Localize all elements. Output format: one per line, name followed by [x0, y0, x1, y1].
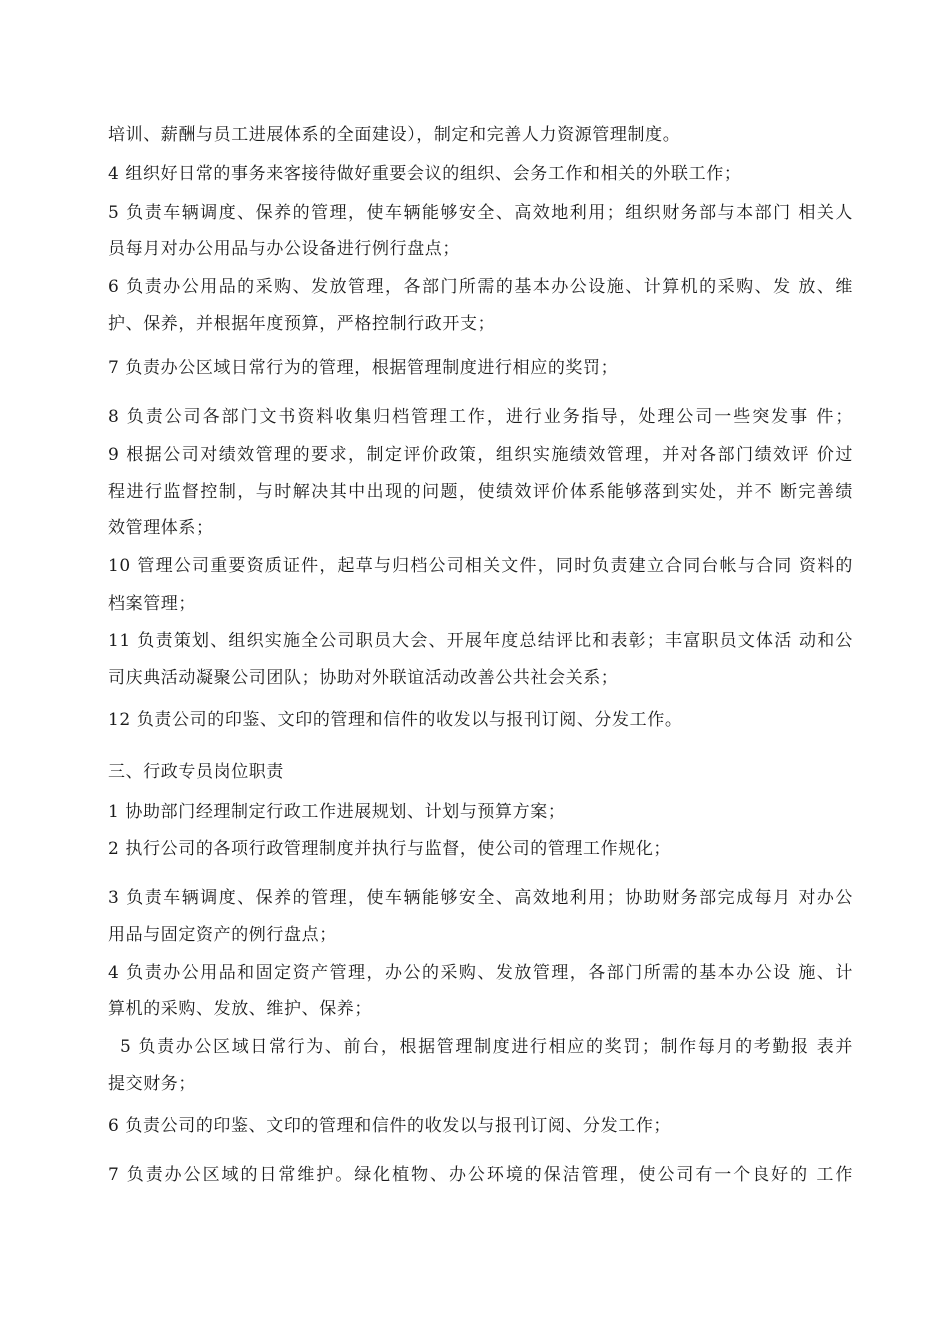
text-line: 1 协助部门经理制定行政工作进展规划、计划与预算方案； [108, 802, 566, 822]
text-line: 4 组织好日常的事务来客接待做好重要会议的组织、会务工作和相关的外联工作； [108, 164, 742, 184]
text-line: 10 管理公司重要资质证件，起草与归档公司相关文件，同时负责建立合同台帐与合同 资料的 [108, 556, 853, 576]
text-line: 培训、薪酬与员工进展体系的全面建设），制定和完善人力资源管理制度。 [108, 125, 681, 145]
text-line: 8 负责公司各部门文书资料收集归档管理工作，进行业务指导，处理公司一些突发事 件； [108, 407, 853, 427]
section-heading: 三、行政专员岗位职责 [108, 762, 284, 782]
text-line: 11 负责策划、组织实施全公司职员大会、开展年度总结评比和表彰；丰富职员文体活 动和公 [108, 631, 853, 651]
text-line: 6 负责公司的印鉴、文印的管理和信件的收发以与报刊订阅、分发工作； [108, 1116, 672, 1136]
text-line: 7 负责办公区域日常行为的管理，根据管理制度进行相应的奖罚； [108, 358, 619, 378]
text-line: 用品与固定资产的例行盘点； [108, 925, 337, 945]
text-line: 5 负责车辆调度、保养的管理，使车辆能够安全、高效地利用；组织财务部与本部门 相关人 [108, 203, 853, 223]
text-line: 5 负责办公区域日常行为、前台，根据管理制度进行相应的奖罚；制作每月的考勤报 表并 [120, 1037, 853, 1057]
text-line: 2 执行公司的各项行政管理制度并执行与监督，使公司的管理工作规化； [108, 839, 672, 859]
text-line: 提交财务； [108, 1074, 196, 1094]
text-line: 4 负责办公用品和固定资产管理，办公的采购、发放管理，各部门所需的基本办公设 施、计 [108, 963, 853, 983]
text-line: 程进行监督控制，与时解决其中出现的问题，使绩效评价体系能够落到实处，并不 断完善绩 [108, 482, 853, 502]
text-line: 6 负责办公用品的采购、发放管理，各部门所需的基本办公设施、计算机的采购、发 放、维 [108, 277, 853, 297]
text-line: 算机的采购、发放、维护、保养； [108, 999, 372, 1019]
text-line: 效管理体系； [108, 518, 214, 538]
text-line: 员每月对办公用品与办公设备进行例行盘点； [108, 239, 460, 259]
text-line: 护、保养，并根据年度预算，严格控制行政开支； [108, 314, 496, 334]
text-line: 9 根据公司对绩效管理的要求，制定评价政策，组织实施绩效管理，并对各部门绩效评 价过 [108, 445, 853, 465]
text-line: 7 负责办公区域的日常维护。绿化植物、办公环境的保洁管理，使公司有一个良好的 工作 [108, 1165, 853, 1185]
text-line: 档案管理； [108, 594, 196, 614]
text-line: 司庆典活动凝聚公司团队；协助对外联谊活动改善公共社会关系； [108, 668, 619, 688]
text-line: 3 负责车辆调度、保养的管理，使车辆能够安全、高效地利用；协助财务部完成每月 对办公 [108, 888, 853, 908]
text-line: 12 负责公司的印鉴、文印的管理和信件的收发以与报刊订阅、分发工作。 [108, 710, 683, 730]
